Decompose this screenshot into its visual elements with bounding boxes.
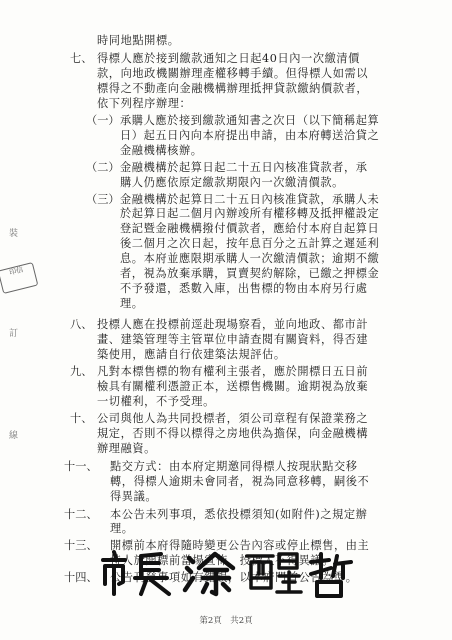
document-line bbox=[0, 144, 452, 158]
document-line bbox=[0, 52, 452, 66]
clause-number: 十二、 bbox=[64, 507, 98, 521]
document-line bbox=[0, 267, 452, 281]
document-line bbox=[0, 412, 452, 426]
document-line bbox=[0, 222, 452, 236]
clause-text: 開標前本府得隨時變更公告內容或停止標售，由主 bbox=[110, 539, 370, 553]
clause-text: 日）起五日內向本府提出申請，由本府轉送洽貸之 bbox=[120, 128, 380, 142]
document-line bbox=[0, 237, 452, 251]
document-line bbox=[0, 475, 452, 489]
document-line bbox=[0, 427, 452, 441]
document-line bbox=[0, 97, 452, 111]
binding-mark: 裝 bbox=[9, 229, 19, 239]
clause-text: 公司與他人為共同投標者，須公司章程有保證業務之 bbox=[97, 411, 369, 425]
clause-text: 時同地點開標。 bbox=[97, 34, 180, 47]
clause-text: 畫、建築管理等主管單位申請查閱有關資料，得否建 bbox=[97, 333, 369, 347]
document-line bbox=[0, 522, 452, 536]
clause-text: 理。 bbox=[120, 297, 144, 311]
clause-text: 登記暨金融機構撥付價款者，應給付本府自起算日 bbox=[120, 222, 380, 236]
clause-text: 者，視為放棄承購，買賣契約解除，已繳之押標金 bbox=[120, 267, 380, 281]
clause-text: 辦理融資。 bbox=[97, 441, 156, 455]
binding-mark: 線 bbox=[9, 431, 19, 441]
clause-number: 八、 bbox=[70, 318, 93, 332]
seal-stamp: 印信 bbox=[0, 262, 38, 294]
document-line bbox=[0, 282, 452, 296]
clause-number: 十三、 bbox=[64, 539, 98, 553]
binding-mark: 訂 bbox=[9, 329, 19, 339]
clause-text: 點交方式：由本府定期邀同得標人按現狀點交移 bbox=[110, 459, 358, 473]
document-line bbox=[0, 114, 452, 128]
document-line bbox=[0, 34, 452, 48]
clause-text: 依下列程序辦理： bbox=[97, 96, 192, 110]
clause-text: 金融機構於起算日起二十五日內核准貸款者，承 bbox=[120, 160, 368, 174]
clause-number: 十、 bbox=[70, 411, 93, 425]
clause-number: （一） bbox=[86, 113, 120, 127]
clause-number: 九、 bbox=[70, 364, 93, 378]
clause-text: 後二個月之次日起，按年息百分之五計算之遲延利 bbox=[120, 237, 380, 251]
clause-text: 築使用，應請自行依建築法規評估。 bbox=[97, 348, 286, 361]
document-line bbox=[0, 348, 452, 362]
clause-text: 金融機構於起算日二十五日內核准貸款，承購人未 bbox=[120, 192, 380, 206]
document-line bbox=[0, 442, 452, 456]
document-line bbox=[0, 161, 452, 175]
clause-number: 十一、 bbox=[64, 459, 98, 473]
document-line bbox=[0, 380, 452, 394]
document-line bbox=[0, 508, 452, 522]
clause-text: 不予發還，悉數入庫，出售標的物由本府另行處 bbox=[120, 282, 368, 296]
clause-text: 持人於開標前當場宣佈，投標人不得異議。 bbox=[110, 554, 334, 568]
document-line bbox=[0, 333, 452, 347]
clause-number: （二） bbox=[86, 160, 120, 174]
document-line bbox=[0, 460, 452, 474]
clause-number: （三） bbox=[86, 192, 120, 206]
document-line bbox=[0, 176, 452, 190]
document-line bbox=[0, 490, 452, 504]
clause-text: 凡對本標售標的物有權利主張者，應於開標日五日前 bbox=[97, 364, 369, 378]
clause-text: 於起算日起二個月內辦竣所有權移轉及抵押權設定 bbox=[120, 207, 380, 221]
document-line bbox=[0, 193, 452, 207]
document-line bbox=[0, 297, 452, 311]
document-line bbox=[0, 365, 452, 379]
clause-text: 投標人應在投標前逕赴現場察看，並向地政、都市計 bbox=[97, 318, 369, 332]
document-line bbox=[0, 67, 452, 81]
mayor-signature bbox=[95, 548, 355, 598]
clause-text: 款，向地政機關辦理產權移轉手續。但得標人如需以 bbox=[97, 66, 369, 80]
clause-number: 七、 bbox=[70, 51, 93, 65]
clause-text: 轉，得標人逾期未會同者，視為同意移轉，嗣後不 bbox=[110, 474, 370, 488]
document-line bbox=[0, 207, 452, 221]
clause-text: 檢具有關權利憑證正本，送標售機關。逾期視為放棄 bbox=[97, 379, 369, 393]
clause-text: 金融機構核辦。 bbox=[120, 143, 203, 157]
clause-number: 十四、 bbox=[64, 571, 98, 585]
document-line bbox=[0, 318, 452, 332]
clause-text: 得標人應於接到繳款通知之日起40日內一次繳清價 bbox=[97, 51, 360, 65]
clause-text: 理。 bbox=[110, 522, 134, 536]
clause-text: 一切權利，不予受理。 bbox=[97, 394, 215, 408]
document-line bbox=[0, 395, 452, 409]
clause-text: 息。本府並應限期承購人一次繳清價款；逾期不繳 bbox=[120, 252, 380, 266]
clause-text: 標得之不動產向金融機構辦理抵押貸款繳納價款者， bbox=[97, 81, 369, 95]
document-line bbox=[0, 129, 452, 143]
clause-text: 本公告未列事項，悉依投標須知(如附件)之規定辦 bbox=[110, 507, 368, 521]
clause-text: 承購人應於接到繳款通知書之次日（以下簡稱起算 bbox=[120, 113, 380, 127]
document-line bbox=[0, 82, 452, 96]
clause-text: 得異議。 bbox=[110, 489, 158, 503]
page-number: 第2頁 共2頁 bbox=[199, 616, 253, 626]
clause-text: 公告刊登事項如有錯誤，以本府門首公告為準。 bbox=[110, 571, 358, 585]
clause-text: 購人仍應依原定繳款期限內一次繳清價款。 bbox=[120, 175, 344, 189]
clause-text: 規定，否則不得以標得之房地供為擔保，向金融機構 bbox=[97, 426, 369, 440]
document-line bbox=[0, 252, 452, 266]
